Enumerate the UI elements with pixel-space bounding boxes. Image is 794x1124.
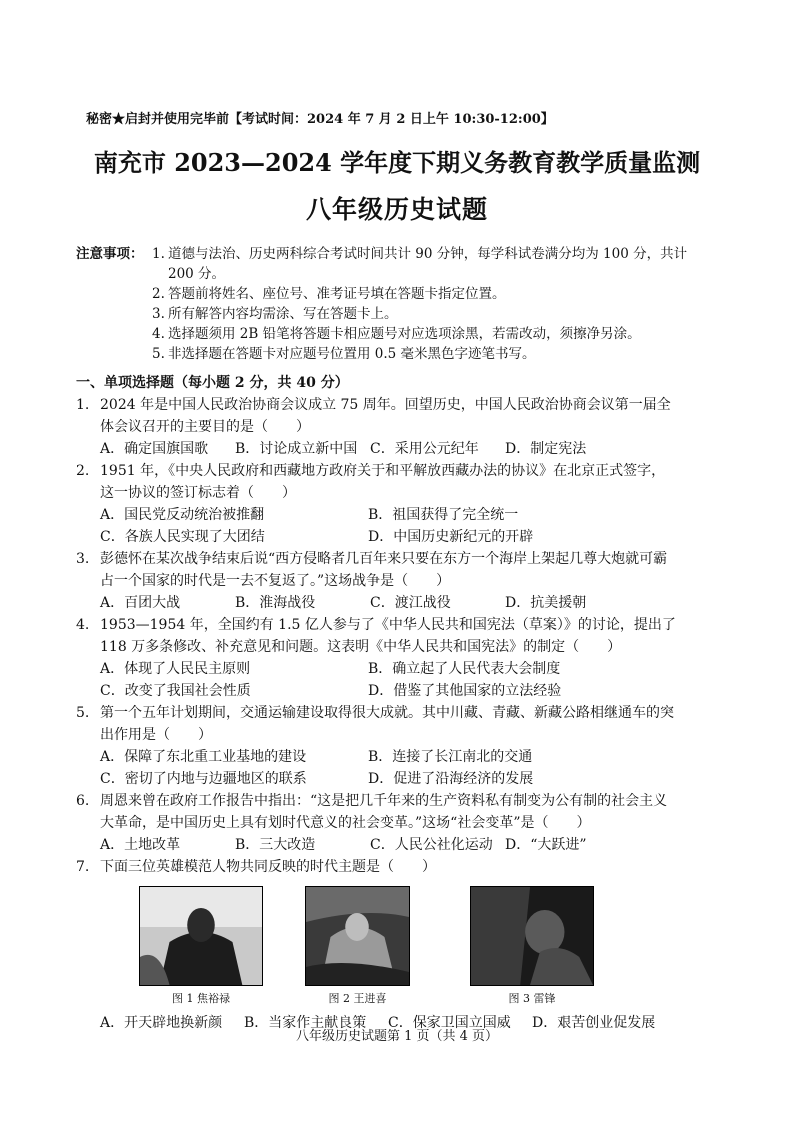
photo-wang-jinxi xyxy=(305,886,410,986)
question-stem: 第一个五年计划期间，交通运输建设取得很大成就。其中川藏、青藏、新藏公路相继通车的突出作用是（ ） xyxy=(100,705,674,743)
page-subtitle: 八年级历史试题 xyxy=(305,195,488,224)
question-number: 6. xyxy=(76,793,90,809)
question-number: 2. xyxy=(76,463,90,479)
photo-row xyxy=(76,886,676,1006)
photo-figure-3 xyxy=(470,886,594,1006)
photo-caption: 图 2 王进喜 xyxy=(328,992,387,1005)
option-b: B．当家作主献良策 xyxy=(244,1015,367,1031)
notes-item xyxy=(152,284,696,304)
option-a: A．保障了东北重工业基地的建设 xyxy=(100,749,307,765)
page-title: 南充市 2023—2024 学年度下期义务教育教学质量监测 xyxy=(93,148,701,177)
option-a: A．开天辟地换新颜 xyxy=(100,1015,223,1031)
notes-item-text: 道德与法治、历史两科综合考试时间共计 90 分钟，每学科试卷满分均为 100 分，共计 200 分。 xyxy=(168,246,688,282)
photo-caption: 图 3 雷锋 xyxy=(508,992,556,1005)
notes-item-num: 5. xyxy=(152,346,165,362)
option-a: A．体现了人民民主原则 xyxy=(100,661,251,677)
question-number: 5. xyxy=(76,705,90,721)
option-c: C．渡江战役 xyxy=(370,595,451,611)
option-b: B．祖国获得了完全统一 xyxy=(368,507,519,523)
question-1 xyxy=(76,394,676,460)
option-b: B．讨论成立新中国 xyxy=(235,441,358,457)
notes-item-num: 1. xyxy=(152,246,165,262)
notes-block xyxy=(76,244,696,364)
question-7 xyxy=(76,856,676,1032)
photo-caption: 图 1 焦裕禄 xyxy=(172,992,230,1005)
option-c: C．密切了内地与边疆地区的联系 xyxy=(100,771,307,787)
option-c: C．改变了我国社会性质 xyxy=(100,683,251,699)
option-a: A．确定国旗国歌 xyxy=(100,441,209,457)
question-number: 1. xyxy=(76,397,90,413)
option-c: C．保家卫国立国威 xyxy=(388,1015,511,1031)
notes-item xyxy=(152,304,696,324)
notes-item xyxy=(152,324,696,344)
option-b: B．连接了长江南北的交通 xyxy=(368,749,533,765)
notes-label: 注意事项： xyxy=(76,246,144,262)
option-c: C．采用公元纪年 xyxy=(370,441,479,457)
option-d: D．促进了沿海经济的发展 xyxy=(368,771,534,787)
photo-jiao-yulu xyxy=(139,886,263,986)
question-stem: 1951 年，《中央人民政府和西藏地方政府关于和平解放西藏办法的协议》在北京正式签字，这一协议的签订标志着（ ） xyxy=(100,463,666,501)
notes-item-text: 答题前将姓名、座位号、准考证号填在答题卡指定位置。 xyxy=(168,286,506,302)
question-number: 3. xyxy=(76,551,90,567)
notes-item-num: 4. xyxy=(152,326,165,342)
notes-item-text: 非选择题在答题卡对应题号位置用 0.5 毫米黑色字迹笔书写。 xyxy=(168,346,536,362)
question-number: 7. xyxy=(76,859,90,875)
question-5 xyxy=(76,702,676,790)
option-d: D．艰苦创业促发展 xyxy=(532,1015,656,1031)
option-d: D．“大跃进” xyxy=(505,837,587,853)
notes-item xyxy=(152,244,696,284)
section-title: 一、单项选择题（每小题 2 分，共 40 分） xyxy=(76,375,349,391)
notes-item-text: 选择题须用 2B 铅笔将答题卡相应题号对应选项涂黑，若需改动，须擦净另涂。 xyxy=(168,326,641,342)
option-b: B．三大改造 xyxy=(235,837,316,853)
option-d: D．制定宪法 xyxy=(505,441,587,457)
question-stem: 1953—1954 年，全国约有 1.5 亿人参与了《中华人民共和国宪法（草案）》的讨论，提出了 118 万多条修改、补充意见和问题。这表明《中华人民共和国宪法》的制定（ ） xyxy=(100,617,676,655)
notes-item-num: 3. xyxy=(152,306,165,322)
option-b: B．淮海战役 xyxy=(235,595,316,611)
question-stem: 下面三位英雄模范人物共同反映的时代主题是（ ） xyxy=(100,859,436,875)
option-a: A．土地改革 xyxy=(100,837,181,853)
option-c: C．各族人民实现了大团结 xyxy=(100,529,265,545)
notes-item-num: 2. xyxy=(152,286,165,302)
question-number: 4. xyxy=(76,617,90,633)
notes-item xyxy=(152,344,696,364)
question-list xyxy=(76,394,676,1032)
question-3 xyxy=(76,548,676,614)
question-stem: 2024 年是中国人民政治协商会议成立 75 周年。回望历史，中国人民政治协商会议第一届全体会议召开的主要目的是（ ） xyxy=(100,397,671,435)
question-6 xyxy=(76,790,676,856)
page-footer: 八年级历史试题第 1 页（共 4 页） xyxy=(295,1029,499,1044)
option-d: D．抗美援朝 xyxy=(505,595,587,611)
question-stem: 周恩来曾在政府工作报告中指出：“这是把几千年来的生产资料私有制变为公有制的社会主义大革命，是中国历史上具有划时代意义的社会变革。”这场“社会变革”是（ ） xyxy=(100,793,668,831)
option-c: C．人民公社化运动 xyxy=(370,837,493,853)
option-d: D．借鉴了其他国家的立法经验 xyxy=(368,683,562,699)
question-stem: 彭德怀在某次战争结束后说“西方侵略者几百年来只要在东方一个海岸上架起几尊大炮就可霸占一个国家的时代是一去不复返了。”这场战争是（ ） xyxy=(100,551,668,589)
option-a: A．百团大战 xyxy=(100,595,181,611)
photo-lei-feng xyxy=(470,886,594,986)
question-2 xyxy=(76,460,676,548)
question-4 xyxy=(76,614,676,702)
notes-list xyxy=(152,244,696,364)
notes-item-text: 所有解答内容均需涂、写在答题卡上。 xyxy=(168,306,398,322)
photo-figure-2 xyxy=(305,886,410,1006)
option-a: A．国民党反动统治被推翻 xyxy=(100,507,265,523)
photo-figure-1 xyxy=(139,886,263,1006)
option-b: B．确立起了人民代表大会制度 xyxy=(368,661,561,677)
secret-notice: 秘密★启封并使用完毕前【考试时间：2024 年 7 月 2 日上午 10:30-12:00】 xyxy=(86,112,554,127)
option-d: D．中国历史新纪元的开辟 xyxy=(368,529,534,545)
